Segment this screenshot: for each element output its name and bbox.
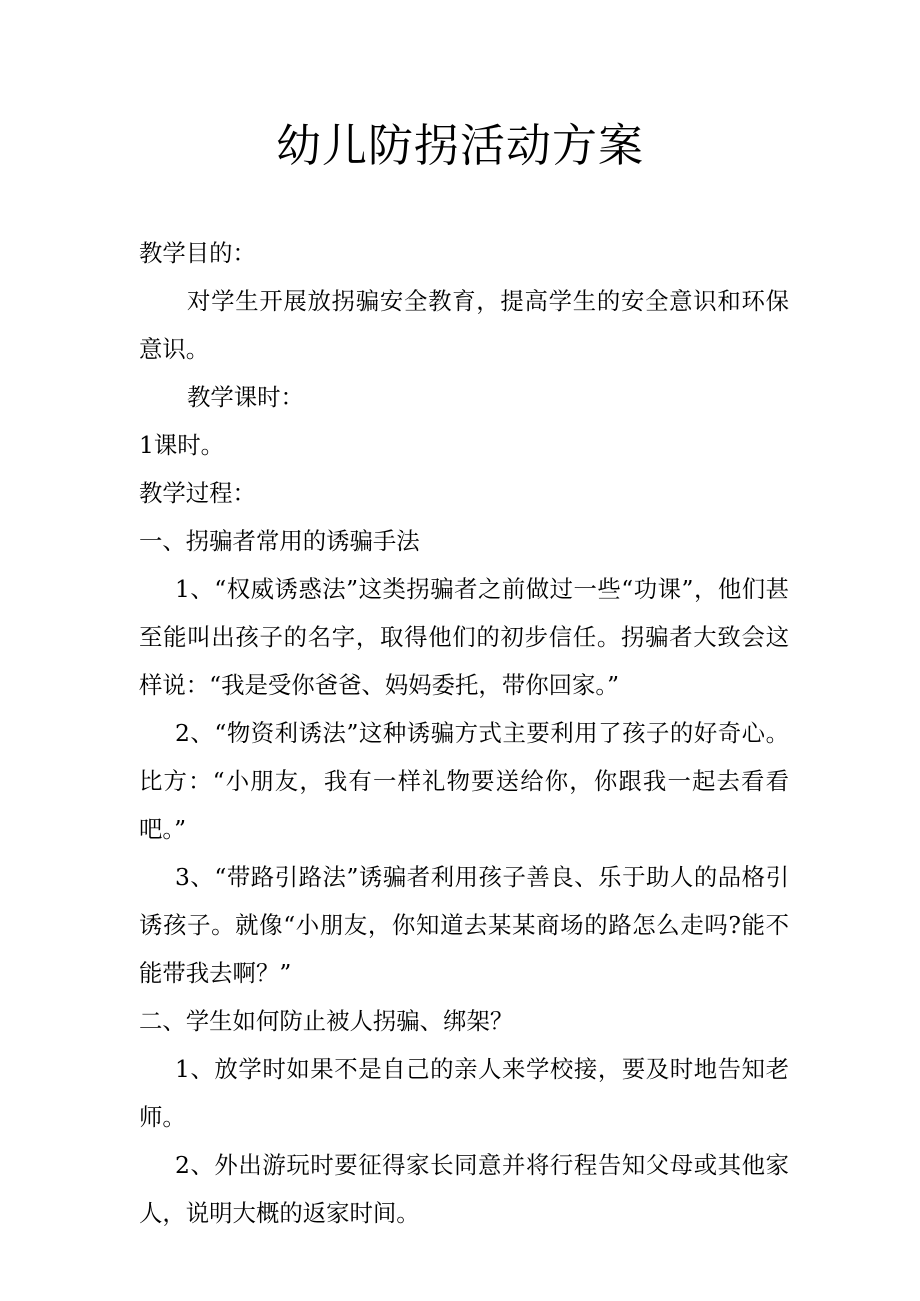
section-heading-prevention: 二、学生如何防止被人拐骗、绑架？ <box>139 1007 514 1035</box>
section-heading-methods: 一、拐骗者常用的诱骗手法 <box>139 527 420 555</box>
paragraph-method-1: 1、“权威诱惑法”这类拐骗者之前做过一些“功课”，他们甚至能叫出孩子的名字，取得他们的初步信任。拐骗者大致会这样说：“我是受你爸爸、妈妈委托，带你回家。” <box>139 575 789 699</box>
paragraph-method-3: 3、“带路引路法”诱骗者利用孩子善良、乐于助人的品格引诱孩子。就像“小朋友，你知道去某某商场的路怎么走吗?能不能带我去啊？” <box>139 863 789 987</box>
paragraph-objective-heading: 教学目的： <box>139 239 256 267</box>
paragraph-method-2: 2、“物资利诱法”这种诱骗方式主要利用了孩子的好奇心。比方：“小朋友，我有一样礼物要送给你，你跟我一起去看看吧。” <box>139 719 789 843</box>
paragraph-prevention-1: 1、放学时如果不是自己的亲人来学校接，要及时地告知老师。 <box>139 1055 789 1131</box>
paragraph-objective-text: 对学生开展放拐骗安全教育，提高学生的安全意识和环保意识。 <box>139 287 789 363</box>
document-title: 幼儿防拐活动方案 <box>275 119 644 172</box>
paragraph-prevention-2: 2、外出游玩时要征得家长同意并将行程告知父母或其他家人，说明大概的返家时间。 <box>139 1151 789 1227</box>
paragraph-hours-heading: 教学课时： <box>187 383 304 411</box>
paragraph-hours-text: 1课时。 <box>139 431 225 459</box>
document-body <box>139 229 789 1237</box>
paragraph-process-heading: 教学过程： <box>139 479 256 507</box>
